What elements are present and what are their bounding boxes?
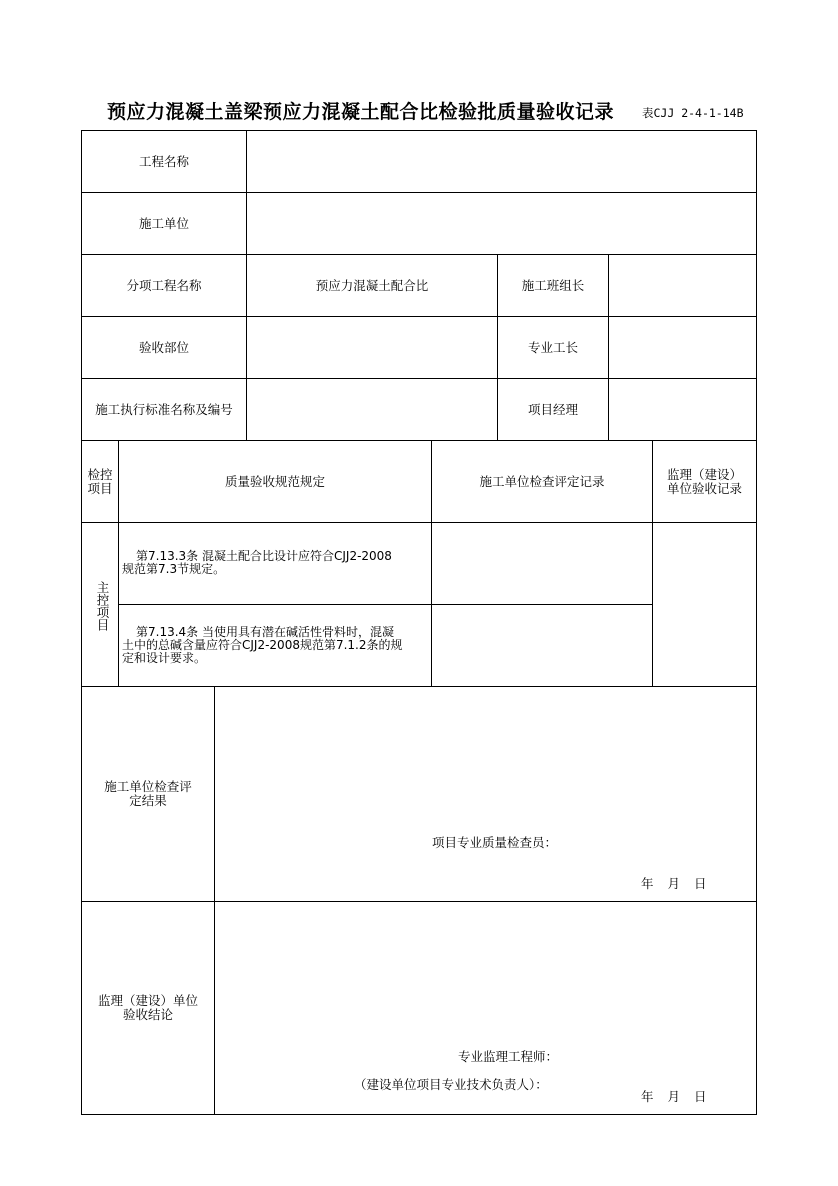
standard-label: 施工执行标准名称及编号 xyxy=(95,401,233,417)
spec-header: 质量验收规范规定 xyxy=(224,473,325,489)
supervision-engineer-label: 专业监理工程师： xyxy=(458,1049,559,1064)
page-title: 预应力混凝土盖梁预应力混凝土配合比检验批质量验收记录 xyxy=(107,101,615,123)
supervision-conclusion-label: 监理（建设）单位验收结论 xyxy=(97,993,198,1022)
clause-7-13-4 xyxy=(122,626,430,665)
project-name-value[interactable] xyxy=(247,131,756,192)
sub-item-label: 分项工程名称 xyxy=(126,277,202,293)
clause-7-13-4-line2: 土中的总碱含量应符合CJJ2-2008规范第7.1.2条的规 xyxy=(122,638,403,652)
project-name-label: 工程名称 xyxy=(138,153,189,169)
supervision-record-header: 监理（建设）单位验收记录 xyxy=(666,466,742,496)
owner-representative-label: （建设单位项目专业技术负责人）： xyxy=(354,1077,548,1092)
unit-record-header: 施工单位检查评定记录 xyxy=(479,473,605,489)
clause-7-13-3-record[interactable] xyxy=(432,523,652,604)
team-leader-value[interactable] xyxy=(609,255,756,316)
form-code: 表CJJ 2-4-1-14B xyxy=(642,106,744,120)
acceptance-part-label: 验收部位 xyxy=(138,339,189,355)
supervision-date: 年 月 日 xyxy=(641,1089,707,1104)
clause-7-13-3-line1: 第7.13.3条 混凝土配合比设计应符合CJJ2-2008 xyxy=(136,549,392,563)
sub-item-value[interactable]: 预应力混凝土配合比 xyxy=(315,277,429,293)
clause-7-13-3 xyxy=(122,550,428,576)
clause-7-13-4-record[interactable] xyxy=(432,605,652,686)
construction-unit-value[interactable] xyxy=(247,193,756,254)
construction-unit-label: 施工单位 xyxy=(138,215,189,231)
main-control-supervision-record[interactable] xyxy=(653,523,756,686)
clause-7-13-4-line1: 第7.13.4条 当使用具有潜在碱活性骨料时，混凝 xyxy=(136,625,394,639)
project-manager-value[interactable] xyxy=(609,379,756,440)
check-item-header: 检控项目 xyxy=(87,466,113,496)
clause-7-13-4-line3: 定和设计要求。 xyxy=(122,651,207,665)
standard-value[interactable] xyxy=(247,379,497,440)
team-leader-label: 施工班组长 xyxy=(521,277,585,293)
unit-result-date: 年 月 日 xyxy=(641,876,707,891)
acceptance-part-value[interactable] xyxy=(247,317,497,378)
clause-7-13-3-line2: 规范第7.3节规定。 xyxy=(122,562,226,576)
unit-result-label: 施工单位检查评定结果 xyxy=(104,779,192,808)
foreman-label: 专业工长 xyxy=(527,339,578,355)
foreman-value[interactable] xyxy=(609,317,756,378)
project-manager-label: 项目经理 xyxy=(527,401,578,417)
main-control-label: 主控项目 xyxy=(95,581,110,631)
quality-inspector-label: 项目专业质量检查员： xyxy=(432,835,558,850)
